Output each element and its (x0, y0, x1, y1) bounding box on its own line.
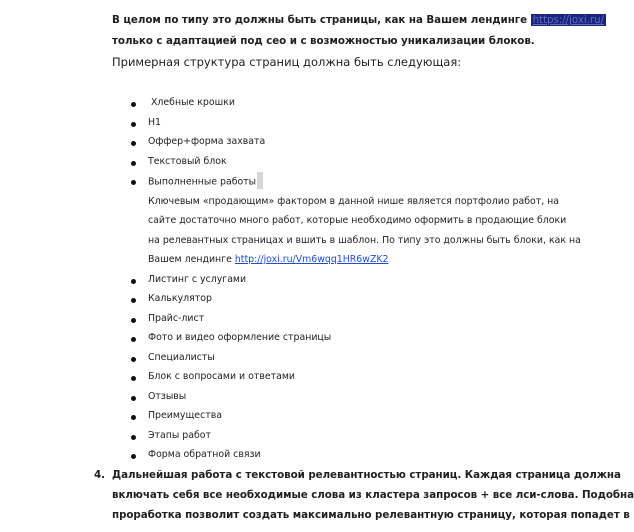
intro-line-2: только с адаптацией под сео и с возможностью уникализации блоков. (112, 35, 535, 47)
point4-line-3: проработка позволит создать максимально релевантную страницу, которая попадет в (112, 509, 630, 521)
list-item: Листинг с услугами (148, 274, 247, 285)
landing-link-highlighted[interactable]: https://joxi.ru/ (532, 14, 605, 26)
works-note-line-1: Ключевым «продающим» фактором в данной нише является портфолио работ, на (148, 196, 560, 207)
point4-line-1: Дальнейшая работа с текстовой релевантностью страниц. Каждая страница должна (112, 469, 621, 481)
list-item: Оффер+форма захвата (148, 136, 266, 147)
works-note-line-4 (148, 254, 388, 265)
works-note-line-3: на релевантных страницах и вшить в шаблон. По типу это должны быть блоки, как на (148, 235, 581, 246)
portfolio-link[interactable]: http://joxi.ru/Vm6wqq1HR6wZK2 (234, 254, 389, 265)
bullet-icon (131, 454, 136, 459)
text-cursor (257, 172, 263, 189)
bullet-icon (131, 122, 136, 127)
bullet-icon (131, 102, 136, 107)
list-item: Хлебные крошки (151, 97, 235, 108)
list-item: Фото и видео оформление страницы (148, 332, 332, 343)
point4-line-2: включать себя все необходимые слова из кластера запросов + все лси-слова. Подобна (112, 489, 634, 501)
list-item-label: Выполненные работы (148, 176, 257, 188)
list-item: Калькулятор (148, 293, 212, 304)
bullet-icon (131, 141, 136, 146)
bullet-icon (131, 318, 136, 323)
list-item: Специалисты (148, 352, 215, 363)
list-item: H1 (148, 117, 162, 128)
list-item-works (148, 175, 263, 189)
bullet-icon (131, 337, 136, 342)
bullet-icon (131, 180, 136, 185)
works-note-line-2: сайте достаточно много работ, которые необходимо оформить в продающие блоки (148, 215, 567, 226)
bullet-icon (131, 161, 136, 166)
list-item: Прайс-лист (148, 313, 205, 324)
list-item: Преимущества (148, 410, 222, 421)
bullet-icon (131, 435, 136, 440)
list-item: Текстовый блок (148, 156, 227, 167)
bullet-icon (131, 376, 136, 381)
list-item: Этапы работ (148, 430, 211, 441)
list-item: Блок с вопросами и ответами (148, 371, 295, 382)
list-item: Форма обратной связи (148, 449, 261, 460)
bullet-icon (131, 298, 136, 303)
list-item: Отзывы (148, 391, 187, 402)
works-note-text: Вашем лендинге (148, 254, 235, 265)
intro-line-1-text: В целом по типу это должны быть страницы, как на Вашем лендинге (112, 14, 531, 26)
intro-line-1 (112, 14, 606, 26)
bullet-icon (131, 415, 136, 420)
bullet-icon (131, 357, 136, 362)
point-number: 4. (94, 469, 106, 481)
bullet-icon (131, 279, 136, 284)
bullet-icon (131, 396, 136, 401)
structure-heading: Примерная структура страниц должна быть следующая: (112, 55, 462, 69)
